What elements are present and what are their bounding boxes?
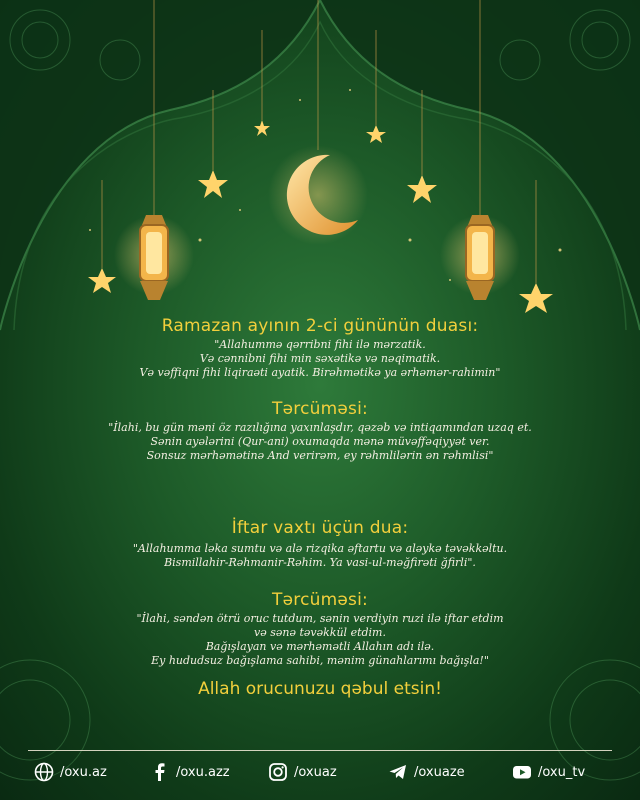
translation-text-2 <box>60 612 580 668</box>
translation-line: Ey hududsuz bağışlama sahibi, mənim günahlarımı bağışla!" <box>151 654 489 667</box>
website-handle: /oxu.az <box>60 764 107 780</box>
dua-title: Ramazan ayının 2-ci gününün duası: <box>161 316 479 336</box>
translation-title-2: Tərcüməsi: <box>272 590 368 610</box>
telegram-handle: /oxuaze <box>414 764 465 780</box>
website-link[interactable] <box>34 762 107 782</box>
iftar-text <box>60 542 580 570</box>
translation-text <box>60 421 580 463</box>
translation-line: "İlahi, səndən ötrü oruc tutdum, sənin verdiyin ruzi ilə iftar etdim <box>136 612 504 625</box>
translation-line: və sənə təvəkkül etdim. <box>254 626 386 639</box>
youtube-link[interactable] <box>512 762 585 782</box>
iftar-line: "Allahumma ləka sumtu və alə rizqika əftartu və aləykə təvəkkəltu. <box>132 542 508 555</box>
translation-title: Tərcüməsi: <box>272 399 368 419</box>
dua-line: Və vəffiqni fihi liqiraəti ayatik. Birəhmətikə ya ərhəmər-rahimin" <box>139 366 501 379</box>
translation-line: Bağışlayan və mərhəmətli Allahın adı ilə. <box>205 640 435 653</box>
telegram-icon <box>388 762 408 782</box>
dua-line: Və cənnibni fihi min səxətikə və nəqimatik. <box>199 352 441 365</box>
translation-line: Sənin ayələrini (Qur-ani) oxumaqda mənə müvəffəqiyyət ver. <box>150 435 490 448</box>
youtube-handle: /oxu_tv <box>538 764 586 780</box>
footer-divider <box>28 750 612 751</box>
translation-line: "İlahi, bu gün məni öz razılığına yaxınlaşdır, qəzəb və intiqamından uzaq et. <box>108 421 532 434</box>
iftar-line: Bismillahir-Rəhmanir-Rəhim. Ya vasi-ul-məğfirəti ğfirli". <box>164 556 476 569</box>
dua-text <box>60 338 580 380</box>
facebook-link[interactable] <box>150 762 230 782</box>
facebook-icon <box>150 762 170 782</box>
closing-blessing: Allah orucunuzu qəbul etsin! <box>198 679 442 699</box>
translation-line: Sonsuz mərhəmətinə And verirəm, ey rəhmlilərin ən rəhmlisi" <box>146 449 494 462</box>
youtube-icon <box>512 762 532 782</box>
instagram-icon <box>268 762 288 782</box>
social-footer <box>0 762 640 790</box>
facebook-handle: /oxu.azz <box>176 764 230 780</box>
instagram-link[interactable] <box>268 762 337 782</box>
telegram-link[interactable] <box>388 762 465 782</box>
instagram-handle: /oxuaz <box>294 764 337 780</box>
globe-icon <box>34 762 54 782</box>
iftar-title: İftar vaxtı üçün dua: <box>231 518 409 538</box>
dua-line: "Allahummə qərribni fihi ilə mərzatik. <box>214 338 426 351</box>
